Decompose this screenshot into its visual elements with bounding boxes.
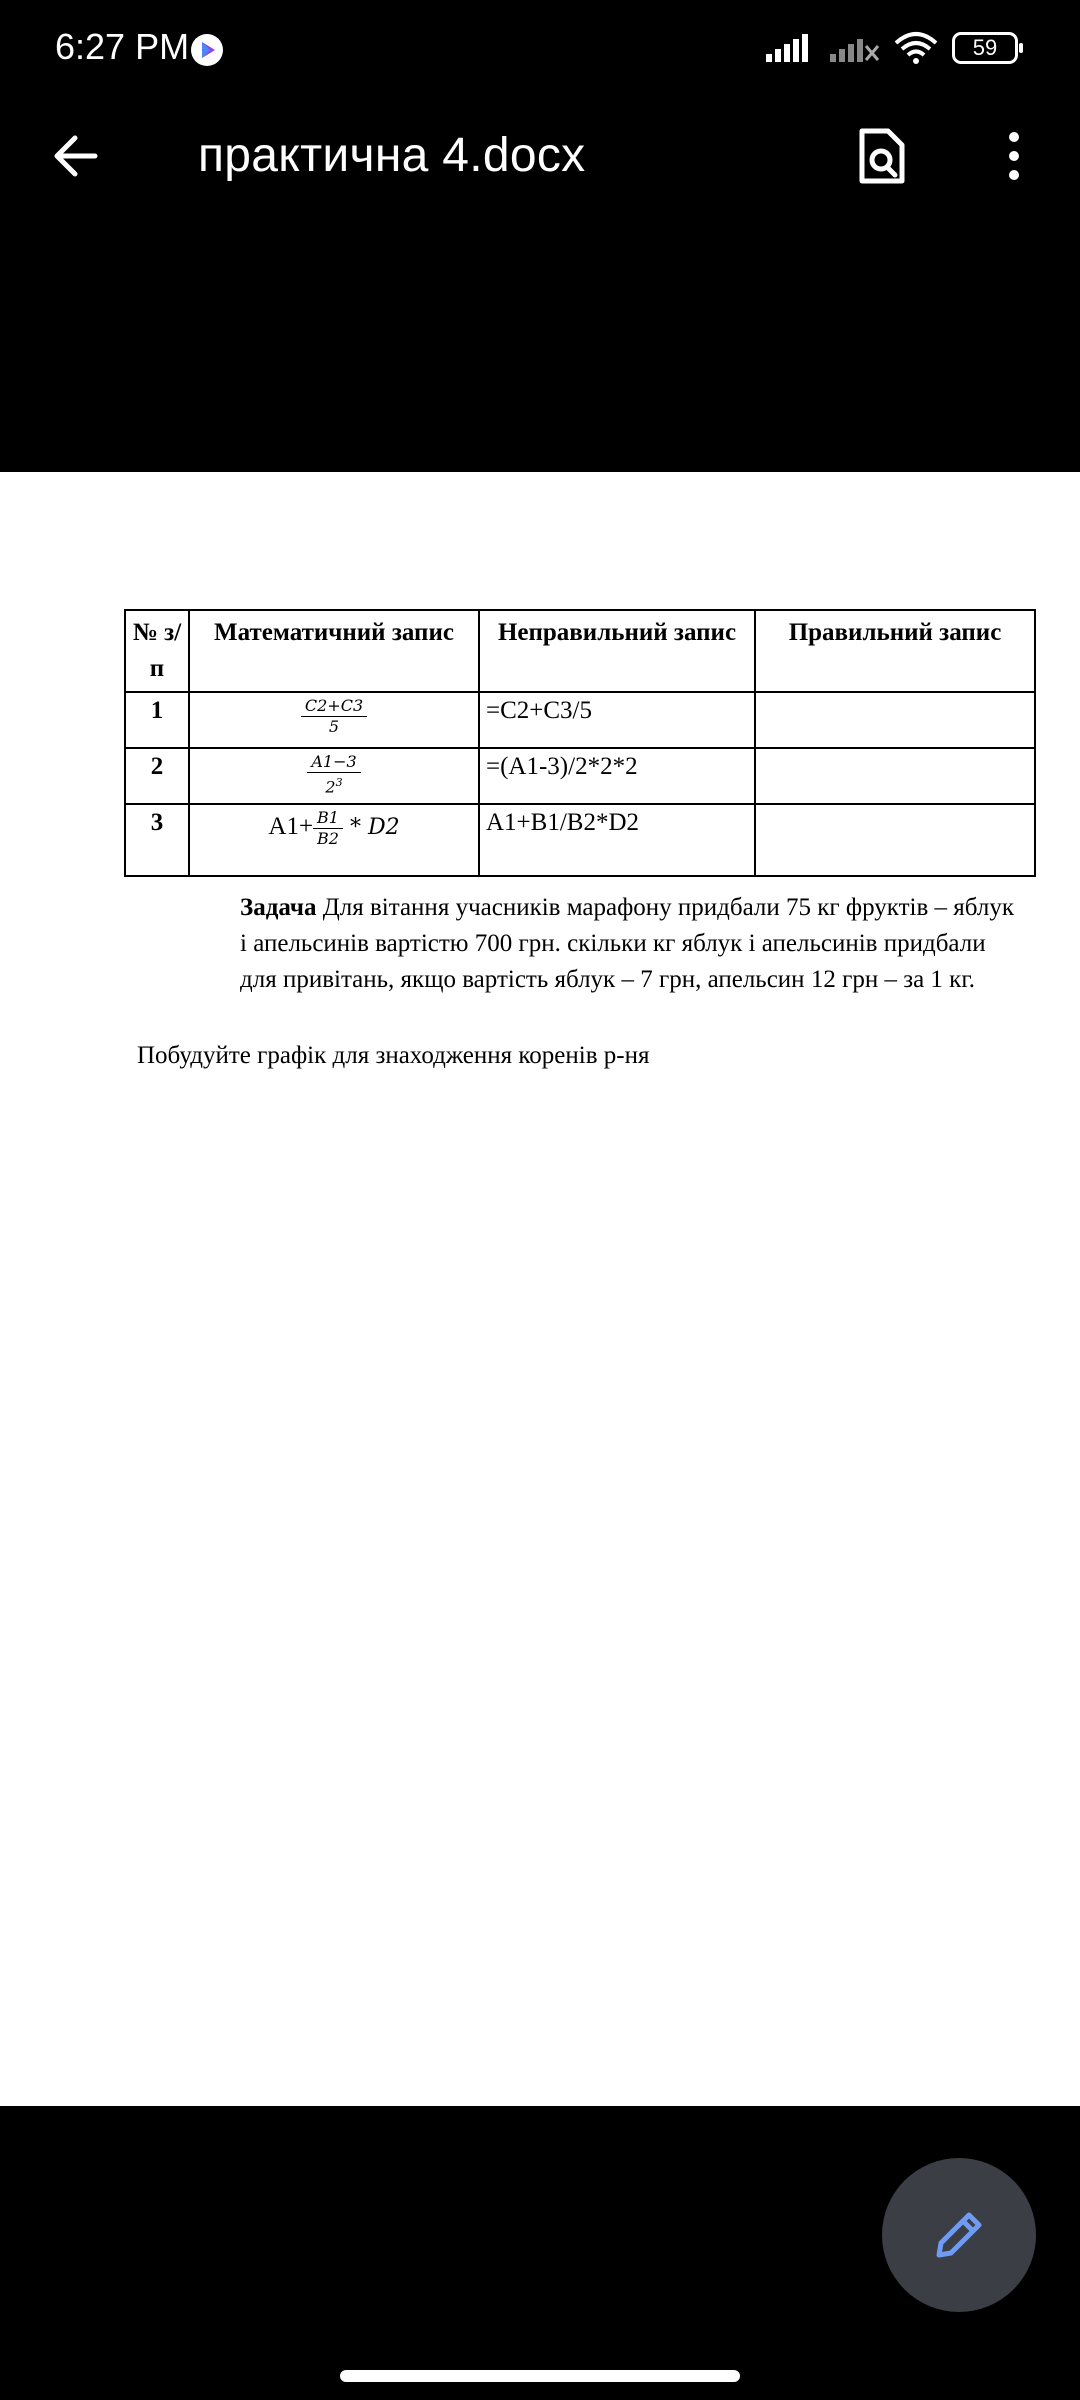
wrong-cell: =(A1-3)/2*2*2: [479, 748, 755, 804]
math-cell: [189, 748, 479, 804]
fraction: $\frac{B1}{B2}$: [313, 809, 343, 848]
row-number: 1: [125, 692, 189, 748]
find-in-document-icon[interactable]: [852, 126, 912, 188]
table-header-row: [125, 610, 1035, 692]
fraction: $\frac{A1-3}{2^3}$: [307, 753, 360, 796]
fraction: $\frac{C2+C3}{5}$: [301, 697, 367, 736]
math-cell: [189, 692, 479, 748]
right-cell: [755, 748, 1035, 804]
status-bar: [0, 0, 1080, 100]
signal-icon: [764, 32, 814, 64]
navigation-handle[interactable]: [340, 2370, 740, 2382]
arrow-left-icon[interactable]: [45, 125, 107, 187]
table-row: [125, 692, 1035, 748]
document-page[interactable]: [0, 472, 1080, 2106]
status-time: 6:27 PM: [55, 26, 190, 67]
row-number: 2: [125, 748, 189, 804]
header-number: № з/п: [125, 610, 189, 692]
battery-icon: [952, 32, 1018, 64]
play-store-notification-icon: [190, 33, 224, 67]
wifi-icon: [894, 31, 938, 65]
battery-level: 59: [972, 35, 998, 60]
document-title: практична 4.docx: [198, 129, 586, 182]
graph-instruction: Побудуйте графік для знаходження коренів р-ня: [137, 1042, 650, 1069]
task-text: Для вітання учасників марафону придбали 75 кг фруктів – яблук і апельсинів вартістю 700 грн. скільки кг яблук і апельсинів придбали для привітань, якщо вартість яблук – 7 грн, апельсин 12 грн – за 1 кг.: [240, 894, 1014, 993]
table-row: [125, 748, 1035, 804]
app-bar: [0, 100, 1080, 472]
status-icons: [764, 28, 1018, 68]
task-paragraph: [240, 890, 1020, 998]
wrong-cell: A1+B1/B2*D2: [479, 804, 755, 876]
signal-no-service-icon: [828, 32, 880, 64]
task-label: Задача: [240, 894, 317, 921]
edit-button[interactable]: [882, 2158, 1036, 2312]
wrong-cell: =C2+C3/5: [479, 692, 755, 748]
right-cell: [755, 804, 1035, 876]
header-math: Математичний запис: [189, 610, 479, 692]
header-right: Правильний запис: [755, 610, 1035, 692]
header-wrong: Неправильний запис: [479, 610, 755, 692]
formula-table: [124, 609, 1036, 877]
edit-pencil-icon: [929, 2205, 989, 2265]
row-number: 3: [125, 804, 189, 876]
right-cell: [755, 692, 1035, 748]
more-vertical-icon[interactable]: [1000, 125, 1028, 187]
math-cell: A1+ $\frac{B1}{B2}$ * D2: [189, 804, 479, 876]
table-row: [125, 804, 1035, 876]
